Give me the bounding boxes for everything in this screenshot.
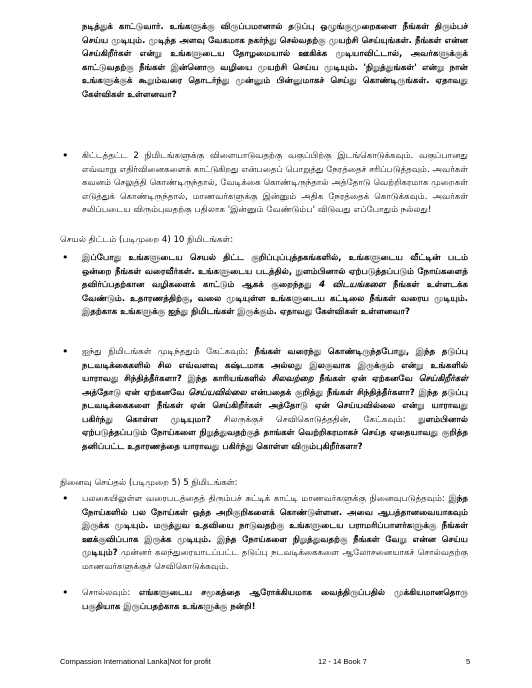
bullet-dot: • <box>62 251 69 264</box>
text-segment: நடித்துக் காட்டுவார். உங்களுக்கு விருப்பமானால் தடுப்பு ஒழுங்குமுறைகளை நீங்கள் திரும்பச் செய்ய முடியும். முடிந்த அளவு வேகமாக நகர்ந்து செல்வதற்கு முயற்சி செய்யுங்கள். நீங்கள் என்ன செய்கிறீர்கள் என்று உங்களுடைய தோழமையால் ஊகிக்க முடியாவிட்டால், அவர்களுக்குக் காட்டுவதற்கு நீங்கள் இன்னொரு வழியை முயற்சி செய்ய முடியும். 'நிறுத்துங்கள்' என்று நான் உங்களுக்குக் கூறும்வரை தொடர்ந்து முன்னும் பின்னுமாகச் செய்து கொண்டிருங்கள். ஏதாவது கேள்விகள் உள்ளனவா? <box>82 22 468 100</box>
bullet-dot: • <box>62 586 69 599</box>
text-segment: சொல்லவும்: <box>82 588 140 598</box>
bullet-dot: • <box>62 345 69 358</box>
text-segment: நீங்கள் ஏன் ஏற்கனவே <box>313 374 419 384</box>
footer-center: 12 - 14 Book 7 <box>318 657 367 666</box>
bullet-dot: • <box>62 492 69 505</box>
text-segment: இந்த நோய்களில் பல நோய்கள் ஒத்த அறிகுறிகளைக் கொண்டுள்ளன. அவை ஆபத்தானவையாகவும் இருக்க முடியும். மருத்துவ உதவியை நாடுவதற்கு உங்களுடைய பராமரிப்பாளர்களுக்கு நீங்கள் ஊக்குவிப்பாக இருக்க முடியும். இந்த நோய்களை நிறுத்துவதற்கு நீங்கள் வேறு என்ன செய்ய முடியும்? <box>82 494 468 558</box>
paragraph-acting-instructions <box>82 21 468 102</box>
text-segment: கிட்டத்தட்ட 2 நிமிடங்களுக்கு விளையாடுவதற்கு வகுப்பிற்கு இடங்கொடுக்கவும். வகுப்பானது எவ்வாறு எதிர்வினைகளைக் காட்டுகிறது என்பதைப் பொறுத்து நேரத்தைச் சரிப்படுத்தவும். அவர்கள் கவனம் செலுத்தி கொண்டிருந்தால், வேடிக்கை கொண்டிருந்தால் அத்தோடு வெற்றிகரமாக முறைகள் எடுத்துக் கொண்டிருந்தால், மாணவர்களுக்கு இன்னும் அதிக நேரத்தைக் கொடுக்கவும். அவர்கள் சலிப்படைய விரும்புவதற்கு பதிலாக 'இன்னும் வேண்டும்ப' விடுவது எப்போதும் நல்லது! <box>82 151 468 215</box>
paragraph-drawing-task <box>82 252 468 320</box>
text-segment: ஐந்து நிமிடங்கள் முடிந்ததும் கேட்கவும்: <box>82 347 255 357</box>
text-segment: செய்யவில்லை <box>188 387 247 398</box>
text-segment: செய்கிறீர்கள் <box>418 374 468 384</box>
text-segment: நுளம்பினால் ஏற்படுத்தப்படும் நோய்களை நிறுத்துவதற்குத் தாங்கள் வெற்றிகரமாகச் செய்த ஏதையாவது குறித்த தனிப்பட்ட உதாரணத்தை யாராவது பகிர்ந்து கொள்ள விரும்புகிறீர்களா? <box>82 414 468 452</box>
bullet-dot: • <box>62 149 69 162</box>
text-segment: முன்னர் கலந்துரையாடப்பட்ட தடுப்பு நடவடிக்கைகளை ஆலோசனையாகச் சொல்வதற்கு மாணவர்களுக்குச் செவிகொடுக்கவும். <box>82 548 468 572</box>
paragraph-play-time <box>82 150 468 218</box>
paragraph-discussion <box>82 346 468 454</box>
paragraph-thanks <box>82 587 468 614</box>
footer-page-number: 5 <box>466 657 471 666</box>
text-segment: நீங்கள் வரைந்து கொண்டிருந்தபோது, இந்த தடுப்பு நடவடிக்கைகளில் சில எவ்வளவு கஷ்டமாக அல்லது இலகுவாக இருக்கும் என்று உங்களில் யாராவது சிந்தித்தீர்களா? இந்த காரியங்களில் <box>82 347 468 384</box>
paragraph-recall <box>82 493 468 574</box>
text-segment: சிலவற்றை <box>271 374 314 384</box>
text-segment: இப்போது உங்களுடைய செயல் திட்ட குறிப்புப்புத்தகங்களில், உங்களுடைய வீட்டின் படம் ஒன்றை நீங்கள் வரைவீர்கள். உங்களுடைய படத்தில், நுளம்பினால் ஏற்படுத்தப்படும் நோய்களைத் தவிர்ப்பதற்கான வழிகளைக் காட்டும் ஆகக் குறைந்தது <box>82 253 468 290</box>
text-segment: 4 விடயங்களை <box>319 280 386 290</box>
text-segment: அத்தோடு ஏன் ஏற்கனவே <box>82 387 189 398</box>
footer-left: Compassion International Lanka|Not for profit <box>60 657 211 666</box>
text-segment: பலகையிலுள்ள வரைபடத்தைத் திரும்பச் சுட்டிக் காட்டி மாணவர்களுக்கு நினைவுபடுத்தவும்: <box>82 494 449 504</box>
text-segment: எங்களுடைய சமூகத்தை ஆரோக்கியமாக வைத்திருப்பதில் முக்கியமானதொரு பகுதியாக இருப்பதற்காக உங்களுக்கு நன்றி! <box>82 588 468 612</box>
text-segment: சிலருக்குச் செவிகொடுத்ததின், கேட்கவும்: <box>223 414 419 425</box>
section-heading-recall: நினைவு செய்தல் (படிமுறை 5) 5 நிமிடங்கள்: <box>60 478 238 488</box>
text-segment: நீங்கள் உள்ளடக்க வேண்டும். உதாரணத்திற்கு, வலை முடியுள்ள உங்களுடைய கட்டிலை நீங்கள் வரைய முடியும். இதற்காக உங்களுக்கு ஐந்து நிமிடங்கள் இருக்கும். ஏதாவது கேள்விகள் உள்ளனவா? <box>82 280 468 317</box>
text-segment: என்பதைக் குறித்து நீங்கள் சிந்தித்தீர்களா? இந்த தடுப்பு நடவடிக்கைகளை நீங்கள் ஏன் செய்கிறீர்கள் அத்தோடு ஏன் செய்யவில்லை என்று யாராவது பகிர்ந்து கொள்ள முடியுமா? <box>82 387 469 425</box>
section-heading-action-plan: செயல் திட்டம் (படிமுறை 4) 10 நிமிடங்கள்: <box>60 235 234 245</box>
